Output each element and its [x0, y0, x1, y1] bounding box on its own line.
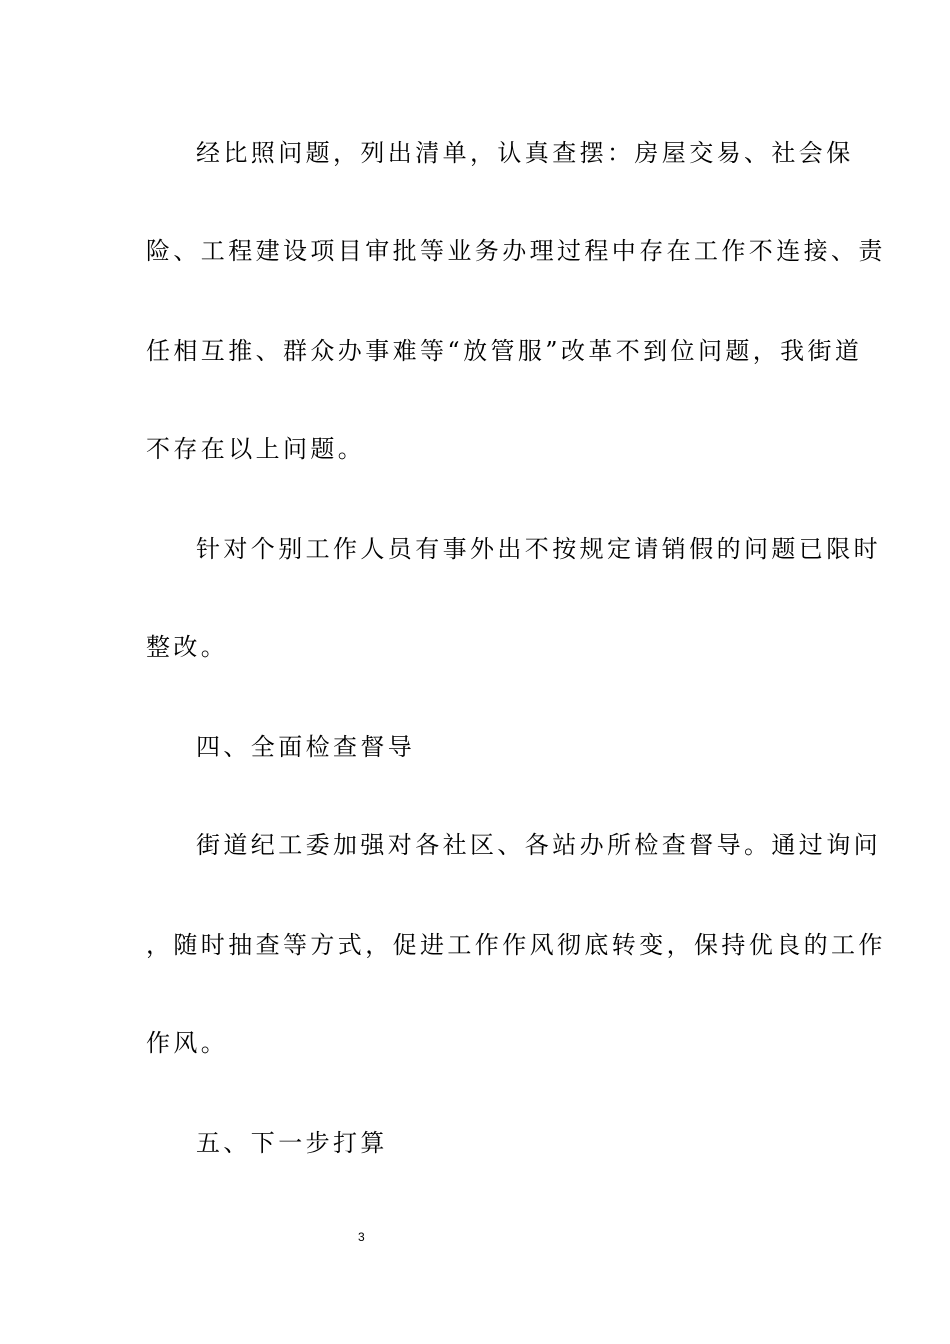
paragraph-3-line-2: ，随时抽查等方式，促进工作作风彻底转变，保持优良的工作: [146, 931, 886, 959]
paragraph-1-line-4: 不存在以上问题。: [146, 435, 366, 463]
paragraph-1-line-2: 险、工程建设项目审批等业务办理过程中存在工作不连接、责: [146, 237, 886, 265]
paragraph-2-line-2: 整改。: [146, 633, 229, 661]
paragraph-1-line-1: 经比照问题，列出清单，认真查摆：房屋交易、社会保: [196, 139, 854, 167]
section-heading-4: 四、全面检查督导: [196, 733, 416, 761]
paragraph-3-line-3: 作风。: [146, 1029, 229, 1057]
paragraph-1-line-3: 任相互推、群众办事难等“放管服”改革不到位问题，我街道: [146, 337, 863, 365]
paragraph-2-line-1: 针对个别工作人员有事外出不按规定请销假的问题已限时: [196, 535, 881, 563]
paragraph-3-line-1: 街道纪工委加强对各社区、各站办所检查督导。通过询问: [196, 831, 881, 859]
page-number: 3: [358, 1230, 365, 1244]
section-heading-5: 五、下一步打算: [196, 1129, 388, 1157]
